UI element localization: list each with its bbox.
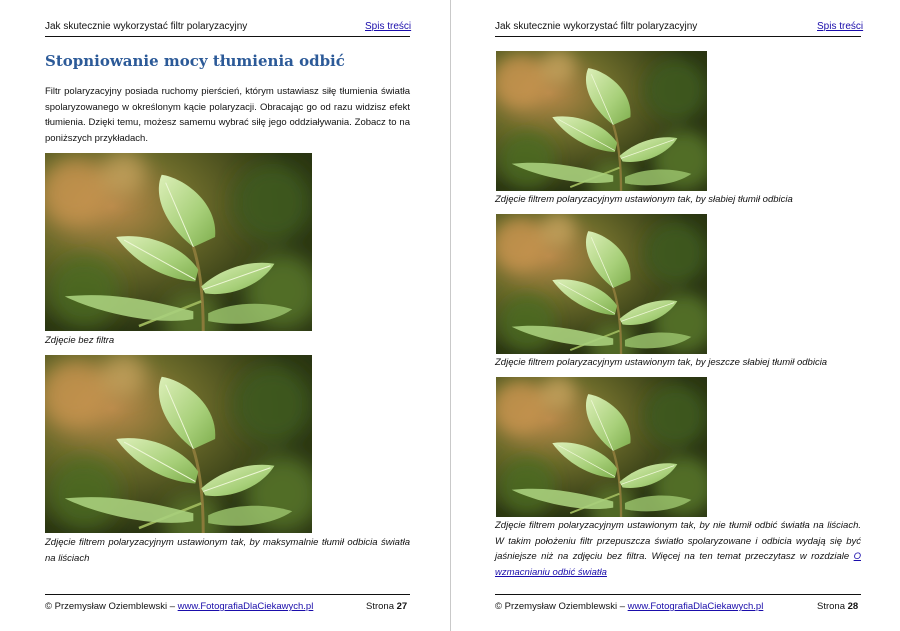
leaf-photo-max-filter [45, 355, 312, 533]
running-header-title: Jak skutecznie wykorzystać filtr polaryzacyjny [45, 21, 248, 32]
section-title: Stopniowanie mocy tłumienia odbić [45, 52, 345, 70]
leaf-photo-no-filter [45, 153, 312, 331]
caption-no-attenuation [495, 518, 861, 580]
footer-rule [45, 594, 410, 595]
running-header-title: Jak skutecznie wykorzystać filtr polaryzacyjny [495, 21, 698, 32]
caption-weaker-filter: Zdjęcie filtrem polaryzacyjnym ustawionym tak, by słabiej tłumił odbicia [495, 194, 793, 205]
toc-link[interactable]: Spis treści [817, 21, 864, 32]
footer-author: © Przemysław Oziemblewski – [495, 601, 628, 612]
footer-site-link[interactable]: www.FotografiaDlaCiekawych.pl [627, 601, 764, 612]
footer-rule [495, 594, 861, 595]
caption-max-filter: Zdjęcie filtrem polaryzacyjnym ustawionym tak, by maksymalnie tłumił odbicia światła na liściach [45, 537, 410, 564]
toc-link[interactable]: Spis treści [365, 21, 412, 32]
footer-copyright [45, 601, 313, 612]
page-number: 27 [396, 601, 408, 612]
chapter-link[interactable]: O wzmacnianiu odbić światła [495, 551, 861, 578]
page-label: Strona [366, 601, 394, 612]
footer-site-link[interactable]: www.FotografiaDlaCiekawych.pl [177, 601, 314, 612]
intro-paragraph: Filtr polaryzacyjny posiada ruchomy pierścień, którym ustawiasz siłę tłumienia światła spolaryzowanego w określonym kącie polaryzacji. Obracając go od razu widzisz efekt tłumienia. Dzięki temu, możesz samemu wybrać siłę jego oddziaływania. Zobacz to na poniższych przykładach. [45, 86, 410, 144]
footer-page-number [817, 601, 858, 612]
caption-even-weaker-filter: Zdjęcie filtrem polaryzacyjnym ustawionym tak, by jeszcze słabiej tłumił odbicia [495, 357, 828, 368]
caption-no-attenuation-text: Zdjęcie filtrem polaryzacyjnym ustawionym tak, by nie tłumił odbić światła na liściach. W takim położeniu filtr przepuszcza światło spolaryzowane i odbicia wydają się być jaśniejsze niż na zdjęciu bez filtra. Więcej na ten temat przeczytasz w rozdziale [495, 520, 861, 562]
footer-author: © Przemysław Oziemblewski – [45, 601, 178, 612]
leaf-photo-no-attenuation [496, 377, 707, 517]
page-label: Strona [817, 601, 845, 612]
footer-page-number [366, 601, 407, 612]
header-rule [45, 36, 410, 37]
page-28 [451, 0, 900, 631]
leaf-photo-weaker-filter [496, 51, 707, 191]
page-number: 28 [847, 601, 859, 612]
caption-no-filter: Zdjęcie bez filtra [45, 335, 115, 346]
footer-copyright [495, 601, 763, 612]
header-rule [495, 36, 861, 37]
leaf-photo-even-weaker-filter [496, 214, 707, 354]
